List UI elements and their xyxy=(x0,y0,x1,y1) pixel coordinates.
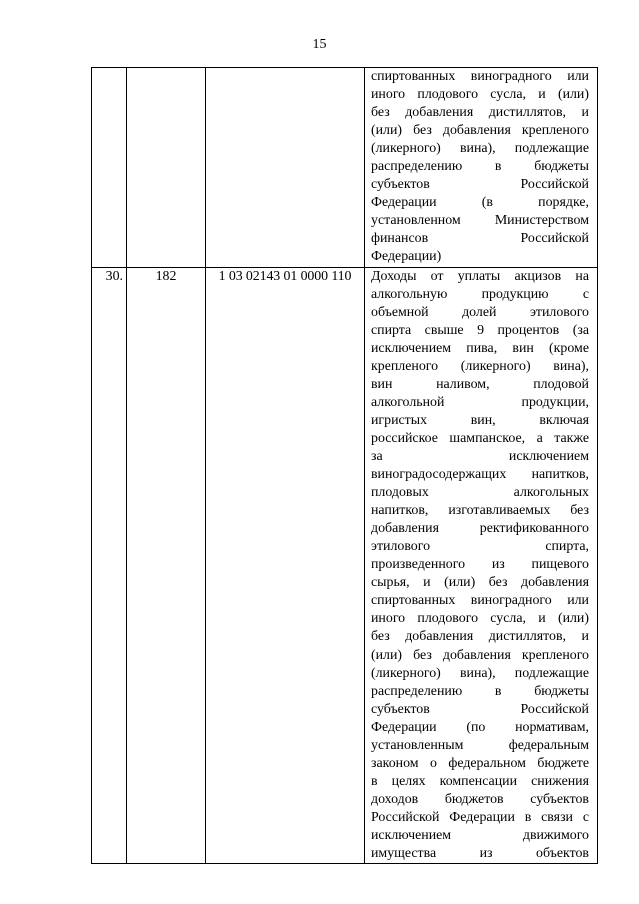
table-body xyxy=(92,68,598,864)
revenue-name-line: игристых вин, включая xyxy=(371,412,589,428)
revenue-name-line: Российской Федерации в связи с xyxy=(371,809,589,825)
revenue-name-line: алкогольной продукции, xyxy=(371,394,589,410)
revenue-name-line: за исключением xyxy=(371,448,589,464)
revenue-name-line: напитков, изготавливаемых без xyxy=(371,503,589,519)
revenue-name-line: без добавления дистиллятов, и xyxy=(371,105,589,121)
revenue-name-line: имущества из объектов xyxy=(371,846,589,862)
revenue-name-line: установленным федеральным xyxy=(371,737,589,753)
revenue-name-line: субъектов Российской xyxy=(371,177,589,193)
row-number-cell xyxy=(92,68,127,268)
revenue-name-line: добавления ректификованного xyxy=(371,521,589,537)
revenue-name-line: Федерации (в порядке, xyxy=(371,195,589,211)
revenue-name-line: исключением движимого xyxy=(371,827,589,843)
revenue-name-line: алкогольную продукцию с xyxy=(371,286,589,302)
revenue-name-line: спиртованных виноградного или xyxy=(371,69,589,84)
revenue-name-line: (ликерного) вина), подлежащие xyxy=(371,141,589,157)
revenue-name-line: российское шампанское, а также xyxy=(371,430,589,446)
revenue-name-line: виноградосодержащих напитков, xyxy=(371,467,589,483)
revenue-name-line: спирта свыше 9 процентов (за xyxy=(371,322,589,338)
revenue-name-line: этилового спирта, xyxy=(371,539,589,555)
revenue-name-line: исключением пива, вин (кроме xyxy=(371,340,589,356)
revenue-name-line: распределению в бюджеты xyxy=(371,683,589,699)
revenue-name-line: (или) без добавления крепленого xyxy=(371,647,589,663)
revenue-name-line: без добавления дистиллятов, и xyxy=(371,629,589,645)
revenue-name-line: финансов Российской xyxy=(371,231,589,247)
administrator-code-cell xyxy=(127,68,206,268)
revenue-name-line: законом о федеральном бюджете xyxy=(371,755,589,771)
revenue-name-line: субъектов Российской xyxy=(371,701,589,717)
revenue-name-line: иного плодового сусла, и (или) xyxy=(371,87,589,103)
revenue-name-line: спиртованных виноградного или xyxy=(371,593,589,609)
revenue-name-cell xyxy=(365,68,598,268)
table-row xyxy=(92,267,598,864)
revenue-name-line: распределению в бюджеты xyxy=(371,159,589,175)
revenue-name-line: установленном Министерством xyxy=(371,213,589,229)
revenue-name-line: крепленого (ликерного) вина), xyxy=(371,358,589,374)
administrator-code-cell: 182 xyxy=(127,267,206,864)
budget-classification-code-cell: 1 03 02143 01 0000 110 xyxy=(206,267,365,864)
revenue-name-line: в целях компенсации снижения xyxy=(371,773,589,789)
revenue-name-line: иного плодового сусла, и (или) xyxy=(371,611,589,627)
revenue-name-line: (ликерного) вина), подлежащие xyxy=(371,665,589,681)
revenue-name-cell xyxy=(365,267,598,864)
table-row xyxy=(92,68,598,268)
revenue-name-line: объемной долей этилового xyxy=(371,304,589,320)
revenue-name-line: вин наливом, плодовой xyxy=(371,376,589,392)
revenue-name-line: Доходы от уплаты акцизов на xyxy=(371,268,589,284)
revenue-name-line: Федерации (по нормативам, xyxy=(371,719,589,735)
page-number: 15 xyxy=(312,37,327,52)
revenue-name-line: произведенного из пищевого xyxy=(371,557,589,573)
revenue-name-line: Федерации) xyxy=(371,249,442,265)
revenue-name-line: (или) без добавления крепленого xyxy=(371,123,589,139)
revenue-name-line: доходов бюджетов субъектов xyxy=(371,791,589,807)
budget-revenue-table xyxy=(91,67,598,864)
revenue-name-line: плодовых алкогольных xyxy=(371,485,589,501)
budget-classification-code-cell xyxy=(206,68,365,268)
row-number-cell: 30. xyxy=(92,267,127,864)
revenue-name-line: сырья, и (или) без добавления xyxy=(371,575,589,591)
